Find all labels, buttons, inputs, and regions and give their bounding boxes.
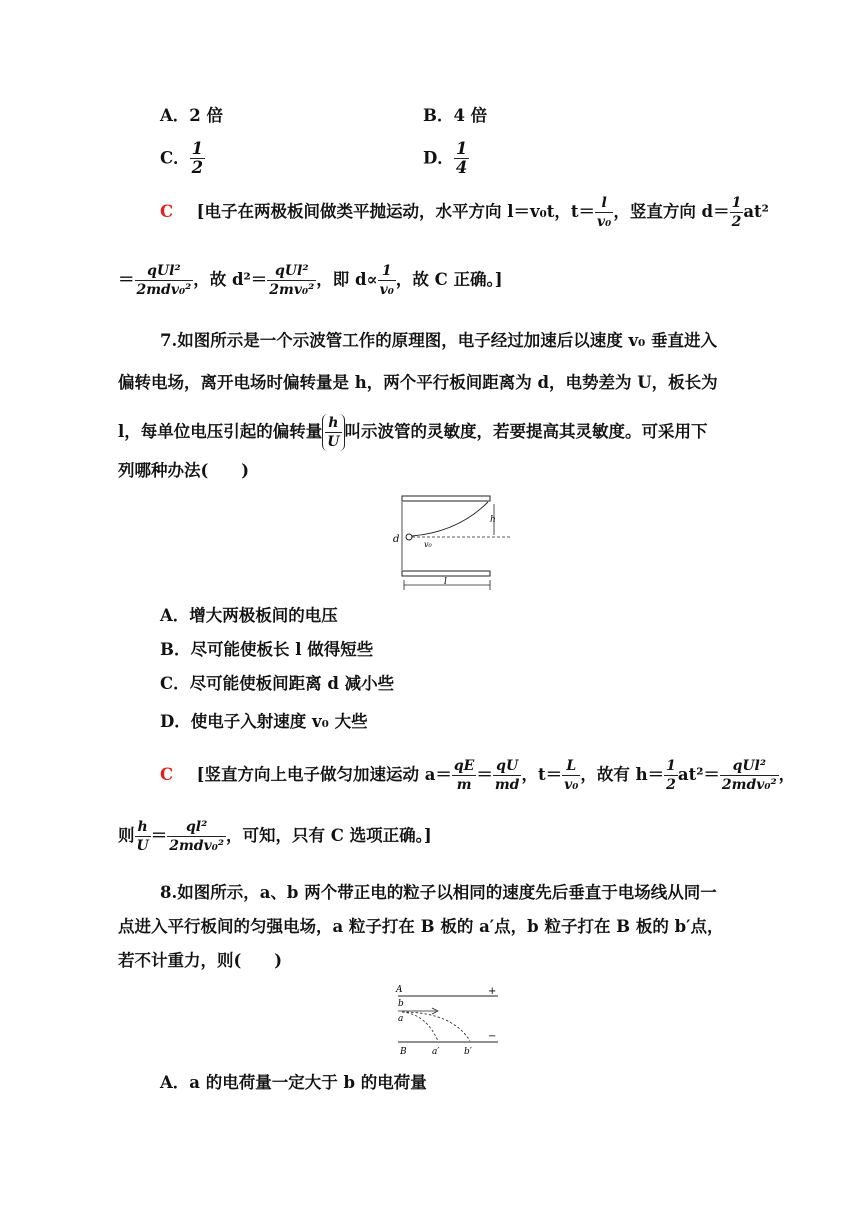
q6-option-c-fraction [190, 140, 205, 177]
q6-option-d [423, 140, 469, 177]
frac-num: 1 [455, 139, 468, 158]
q7-exp-text: [竖直方向上电子做匀加速运动 a＝ [196, 765, 452, 784]
q7-option-d: D．使电子入射速度 v₀ 大些 [160, 712, 368, 731]
frac-num: h [135, 818, 151, 837]
q7-exp-text: ， [778, 765, 796, 784]
q8-option-a: A．a 的电荷量一定大于 b 的电荷量 [160, 1073, 427, 1092]
q7-option-a: A．增大两极板间的电压 [160, 606, 338, 625]
q6-exp-text: l＝v₀t，t＝ [507, 202, 596, 221]
trajectory [412, 502, 488, 536]
frac-den: 2 [666, 777, 676, 793]
q7-figure-oscilloscope [388, 492, 518, 594]
q7-stem-line4: 列哪种办法( ) [118, 461, 250, 480]
q7-explanation-line1 [160, 757, 795, 794]
q7-exp-text: ，故有 h＝ [580, 765, 665, 784]
label-b-prime: b′ [464, 1047, 472, 1057]
frac-num: L [562, 757, 580, 776]
label-l: l [444, 577, 447, 587]
label-a: a [398, 1014, 404, 1024]
q7-stem-line3 [118, 414, 708, 451]
frac-den: 2 [731, 214, 742, 230]
frac-num: 1 [191, 139, 204, 158]
frac-num: 1 [378, 262, 396, 281]
q7-exp-text: ＝ [476, 765, 493, 784]
q7-explanation-line2 [118, 818, 432, 855]
q7-exp-text: 则 [118, 826, 135, 845]
frac-den: 2mdv₀² [169, 838, 224, 854]
q7-exp-text: ，可知，只有 C 选项正确。] [225, 826, 432, 845]
frac-den: 2mv₀² [269, 282, 315, 298]
q6-exp-text: at² [743, 202, 769, 221]
q8-stem-line3: 若不计重力，则( ) [118, 951, 283, 970]
q6-exp-text: [电子在两极板间做类平抛运动，水平方向 [196, 202, 508, 221]
frac-num: 1 [666, 758, 676, 774]
q7-fraction [325, 414, 341, 451]
frac-den: v₀ [379, 282, 394, 298]
q6-option-a: A．2 倍 [160, 106, 224, 125]
label-minus: − [488, 1031, 497, 1042]
q6-exp-text: ，即 d∝ [316, 270, 378, 289]
q6-option-c [160, 140, 205, 177]
q7-answer: C [160, 765, 174, 784]
frac-num: h [325, 414, 341, 433]
frac-den: 4 [455, 158, 468, 177]
frac-num: qE [453, 758, 475, 774]
label-a-prime: a′ [432, 1047, 440, 1057]
q7-paren-fraction [322, 414, 344, 451]
q6-option-b: B．4 倍 [423, 106, 488, 125]
frac-den: v₀ [564, 777, 579, 793]
electron [406, 534, 412, 540]
q6-explanation-line1 [160, 194, 769, 231]
q6-exp-text: ，故 C 正确。] [395, 270, 503, 289]
q6-option-d-fraction [454, 140, 469, 177]
frac-den: v₀ [597, 214, 612, 230]
frac-num: ql² [167, 818, 226, 837]
q7-option-c: C．尽可能使板间距离 d 减小些 [160, 674, 395, 693]
bottom-plate [402, 571, 490, 576]
q6-exp-text: ，故 d²＝ [193, 270, 268, 289]
frac-den: 2mdv₀² [136, 282, 192, 298]
q6-explanation-line2 [118, 262, 503, 299]
frac-den: U [327, 434, 340, 450]
q7-text: l，每单位电压引起的偏转量 [118, 422, 323, 441]
frac-num: qUl² [267, 262, 316, 281]
q6-exp-fraction [267, 262, 316, 299]
q7-exp-text: ，t＝ [521, 765, 563, 784]
q7-exp-fraction [167, 818, 226, 855]
q6-exp-text: ＝ [118, 270, 135, 289]
q7-exp-fraction [664, 757, 678, 794]
label-v0: v₀ [424, 540, 432, 549]
q6-exp-fraction [730, 194, 744, 231]
path-a [402, 1012, 438, 1041]
q6-option-c-label: C． [160, 148, 190, 168]
path-b [402, 1012, 470, 1041]
frac-den: 2mdv₀² [721, 777, 777, 793]
q7-exp-fraction [493, 757, 522, 794]
frac-den: U [136, 838, 149, 854]
q6-answer: C [160, 202, 174, 221]
q7-exp-text: at²＝ [677, 765, 720, 784]
frac-num: qUl² [720, 757, 779, 776]
q7-option-b: B．尽可能使板长 l 做得短些 [160, 640, 374, 659]
label-h: h [490, 515, 496, 525]
q8-figure-parallel-plates [392, 982, 504, 1060]
q7-stem-line2: 偏转电场，离开电场时偏转量是 h，两个平行板间距离为 d，电势差为 U，板长为 [118, 373, 718, 392]
q6-exp-text: ，竖直方向 d＝ [613, 202, 730, 221]
frac-num: l [595, 194, 613, 213]
q7-text: 叫示波管的灵敏度，若要提高其灵敏度。可采用下 [344, 422, 708, 441]
top-plate [402, 496, 490, 501]
frac-num: 1 [731, 195, 742, 211]
label-plus: + [488, 986, 497, 997]
frac-den: m [456, 777, 472, 793]
q7-exp-fraction [135, 818, 151, 855]
label-A: A [396, 985, 403, 995]
q8-stem-line2: 点进入平行板间的匀强电场，a 粒子打在 B 板的 a′点，b 粒子打在 B 板的 b′点， [118, 917, 724, 936]
q7-exp-fraction [720, 757, 779, 794]
frac-num: qU [493, 757, 522, 776]
q7-stem-line1: 7.如图所示是一个示波管工作的原理图，电子经过加速后以速度 v₀ 垂直进入 [160, 331, 718, 350]
q7-exp-fraction [452, 757, 476, 794]
frac-num: qUl² [135, 262, 194, 281]
frac-den: 2 [191, 158, 204, 177]
q8-stem-line1: 8.如图所示，a、b 两个带正电的粒子以相同的速度先后垂直于电场线从同一 [160, 883, 717, 902]
q6-exp-fraction [135, 262, 194, 299]
label-b: b [398, 999, 404, 1009]
label-B: B [400, 1047, 407, 1057]
q7-exp-text: ＝ [150, 826, 168, 845]
q6-option-d-label: D． [423, 148, 454, 168]
q6-exp-fraction [595, 194, 613, 231]
frac-den: md [494, 777, 520, 793]
q7-exp-fraction [562, 757, 580, 794]
q6-exp-fraction [378, 262, 396, 299]
label-d: d [393, 534, 400, 545]
